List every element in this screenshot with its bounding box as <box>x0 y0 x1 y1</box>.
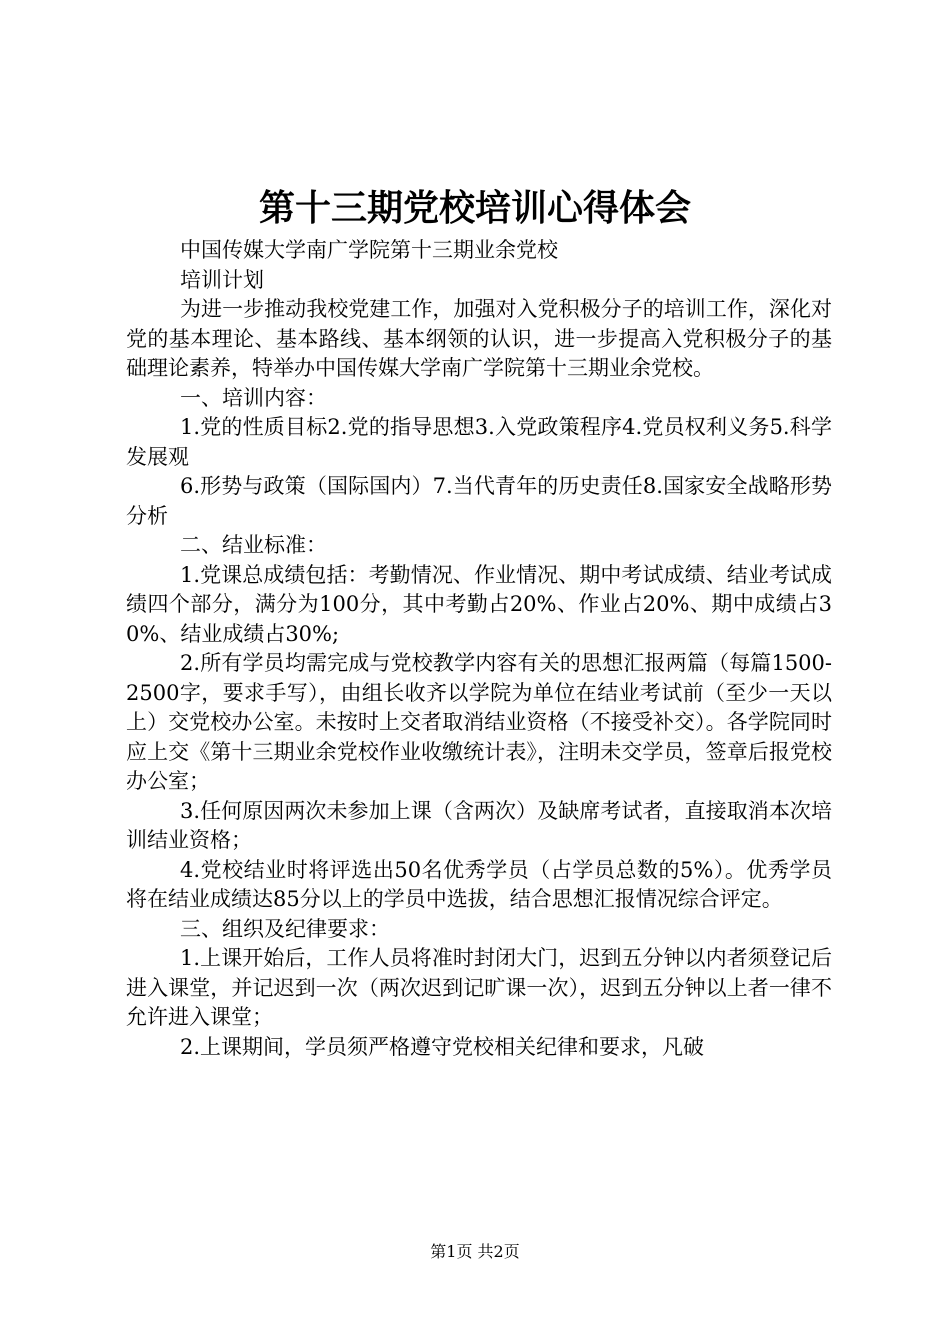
subtitle-plan: 培训计划 <box>180 267 264 292</box>
document-title: 第十三期党校培训心得体会 <box>258 187 691 229</box>
section-heading-content: 一、培训内容： <box>180 385 327 410</box>
content-list-1: 1.党的性质目标2.党的指导思想3.入党政策程序4.党员权利义务5.科学发展观 <box>126 415 832 469</box>
section-heading-standards: 二、结业标准： <box>180 533 327 557</box>
content-list-2: 6.形势与政策（国际国内）7.当代青年的历史责任8.国家安全战略形势分析 <box>126 474 832 528</box>
discipline-item-2: 2.上课期间，学员须严格遵守党校相关纪律和要求，凡破 <box>180 1034 705 1059</box>
section-heading-discipline: 三、组织及纪律要求： <box>180 916 390 941</box>
page-footer: 第1页 共2页 <box>430 1242 520 1261</box>
discipline-item-1: 1.上课开始后，工作人员将准时封闭大门，迟到五分钟以内者须登记后进入课堂，并记迟到一次（两次迟到记旷课一次），迟到五分钟以上者一律不允许进入课堂； <box>126 946 832 1029</box>
standard-item-3: 3.任何原因两次未参加上课（含两次）及缺席考试者，直接取消本次培训结业资格； <box>126 798 832 852</box>
standard-item-4: 4.党校结业时将评选出50名优秀学员（占学员总数的5%）。优秀学员将在结业成绩达85分以上的学员中选拔，结合思想汇报情况综合评定。 <box>126 857 832 911</box>
standard-item-2: 2.所有学员均需完成与党校教学内容有关的思想汇报两篇（每篇1500-2500字，要求手写），由组长收齐以学院为单位在结业考试前（至少一天以上）交党校办公室。未按时上交者取消结业资格（不接受补交）。各学院同时应上交《第十三期业余党校作业收缴统计表》，注明未交学员，签章后报党校办公室； <box>126 651 832 793</box>
document-body <box>126 236 832 1062</box>
intro-paragraph: 为进一步推动我校党建工作，加强对入党积极分子的培训工作，深化对党的基本理论、基本路线、基本纲领的认识，进一步提高入党积极分子的基础理论素养，特举办中国传媒大学南广学院第十三期业余党校。 <box>126 297 832 380</box>
standard-item-1: 1.党课总成绩包括：考勤情况、作业情况、期中考试成绩、结业考试成绩四个部分，满分为100分，其中考勤占20%、作业占20%、期中成绩占30%、结业成绩占30%; <box>126 562 832 646</box>
subtitle-school: 中国传媒大学南广学院第十三期业余党校 <box>180 238 558 262</box>
